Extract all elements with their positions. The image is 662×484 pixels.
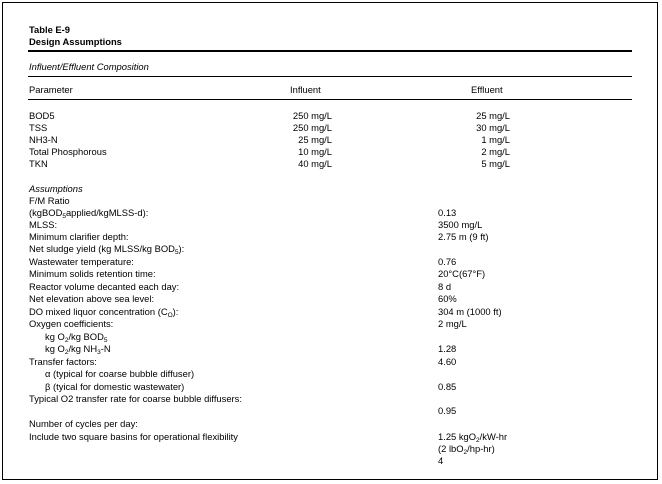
table-number: Table E-9 bbox=[29, 24, 70, 35]
oxygen-coef-label: Oxygen coefficients: bbox=[29, 318, 114, 329]
net-sludge-label: Net sludge yield (kg MLSS/kg $BOD_5$): bbox=[29, 243, 185, 256]
row-influent: 10 mg/L bbox=[298, 146, 332, 157]
mlss-label: MLSS: bbox=[29, 219, 58, 230]
row-effluent: 25 mg/L bbox=[476, 110, 510, 121]
value: 2 mg/L bbox=[438, 318, 467, 329]
value: (2 lbO$_2$/hp-hr) bbox=[438, 443, 495, 456]
section-heading: Influent/Effluent Composition bbox=[29, 61, 149, 72]
row-effluent: 5 mg/L bbox=[481, 158, 510, 169]
reactor-vol-label: Reactor volume decanted each day: bbox=[29, 281, 180, 292]
fm-units-label: (kgBOD$_5$applied/kgMLSS-d): bbox=[29, 207, 149, 220]
col-parameter: Parameter bbox=[29, 84, 73, 95]
value: 20°C(67°F) bbox=[438, 268, 486, 279]
row-parameter: BOD5 bbox=[29, 110, 55, 121]
row-influent: 250 mg/L bbox=[292, 110, 332, 121]
value: 0.76 bbox=[438, 256, 457, 267]
value: 4 bbox=[438, 455, 444, 466]
row-parameter: Total Phosphorous bbox=[29, 146, 107, 157]
min-clarifier-label: Minimum clarifier depth: bbox=[29, 231, 129, 242]
min-srt-label: Minimum solids retention time: bbox=[29, 268, 156, 279]
row-parameter: TSS bbox=[29, 122, 48, 133]
header-rule bbox=[28, 99, 632, 100]
row-parameter: TKN bbox=[29, 158, 48, 169]
value: 60% bbox=[438, 293, 457, 304]
value: 3500 mg/L bbox=[438, 219, 483, 230]
row-influent: 40 mg/L bbox=[298, 158, 332, 169]
do-label: DO mixed liquor concentration $(C_O)$: bbox=[29, 306, 179, 319]
ww-temp-label: Wastewater temperature: bbox=[29, 256, 134, 267]
alpha-label: α (typical for coarse bubble diffuser) bbox=[45, 368, 195, 379]
row-parameter: NH3-N bbox=[29, 134, 58, 145]
table-title: Design Assumptions bbox=[29, 36, 122, 47]
row-influent: 25 mg/L bbox=[298, 134, 332, 145]
value: 8 d bbox=[438, 281, 452, 292]
beta-label: β (tyical for domestic wastewater) bbox=[45, 381, 185, 392]
value: 1.25 kgO$_2$/kW-hr bbox=[438, 431, 508, 444]
row-influent: 250 mg/L bbox=[292, 122, 332, 133]
value: 2.75 m (9 ft) bbox=[438, 231, 489, 242]
typical-o2-label: Typical O2 transfer rate for coarse bubble diffusers: bbox=[29, 393, 242, 404]
net-elev-label: Net elevation above sea level: bbox=[29, 293, 155, 304]
row-effluent: 1 mg/L bbox=[481, 134, 510, 145]
kg-o2-nh3-label: kg $O_2/kg$ $NH_3-N$ bbox=[45, 343, 111, 356]
row-effluent: 30 mg/L bbox=[476, 122, 510, 133]
row-effluent: 2 mg/L bbox=[481, 146, 510, 157]
assumptions-heading: Assumptions bbox=[29, 183, 83, 194]
value: 4.60 bbox=[438, 356, 457, 367]
fm-ratio-label: F/M Ratio bbox=[29, 195, 70, 206]
value: 0.85 bbox=[438, 381, 457, 392]
value: 0.95 bbox=[438, 405, 457, 416]
value: 0.13 bbox=[438, 207, 457, 218]
title-rule bbox=[28, 50, 632, 52]
value: 1.28 bbox=[438, 343, 457, 354]
col-influent: Influent bbox=[290, 84, 321, 95]
transfer-label: Transfer factors: bbox=[29, 356, 97, 367]
cycles-label: Number of cycles per day: bbox=[29, 418, 138, 429]
value: 304 m (1000 ft) bbox=[438, 306, 502, 317]
section-rule bbox=[28, 76, 632, 77]
col-effluent: Effluent bbox=[471, 84, 503, 95]
kg-o2-bod-label: kg $O_2/kg$ $BOD_5$ bbox=[45, 331, 108, 344]
basins-label: Include two square basins for operational flexibility bbox=[29, 431, 238, 442]
